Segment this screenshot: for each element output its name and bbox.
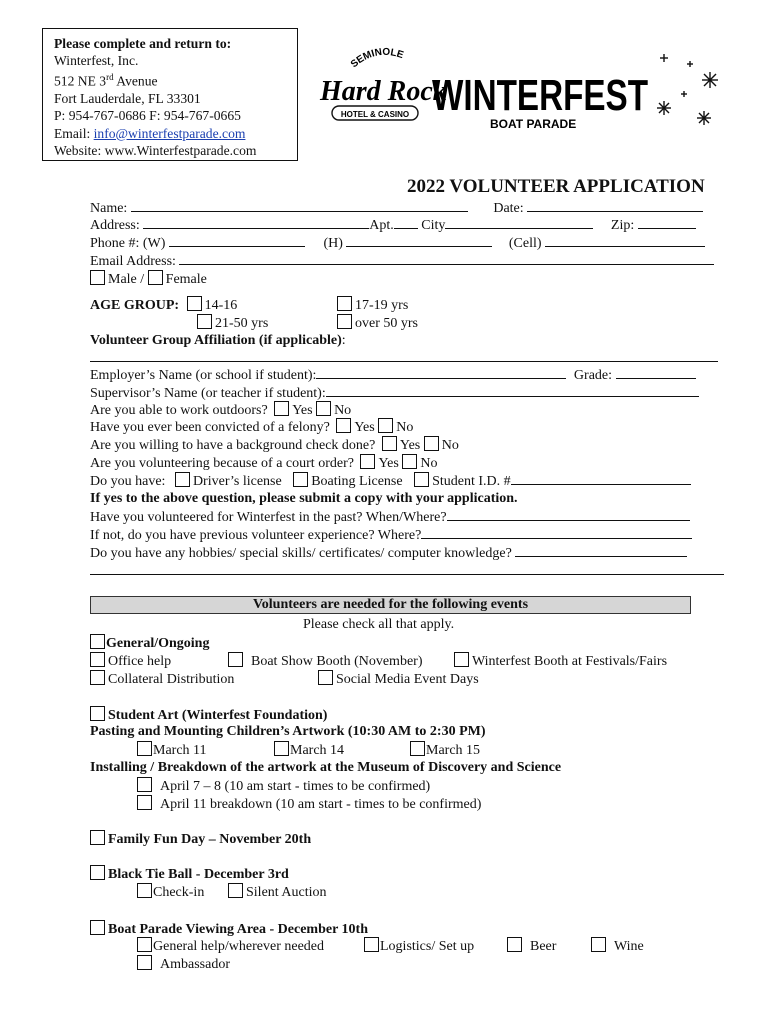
cell-phone-field[interactable] xyxy=(545,234,705,247)
contact-street: 512 NE 3rd Avenue xyxy=(54,72,158,89)
email-field[interactable] xyxy=(179,252,714,265)
check-all-note: Please check all that apply. xyxy=(303,617,455,632)
mar14-checkbox[interactable] xyxy=(274,741,289,756)
affiliation-row: Volunteer Group Affiliation (if applicable): xyxy=(90,333,346,348)
age-17-checkbox[interactable] xyxy=(337,296,352,311)
snowflake-icon xyxy=(657,54,718,125)
boat-parade-checkbox[interactable] xyxy=(90,920,105,935)
supervisor-row: Supervisor’s Name (or teacher if student): xyxy=(90,384,699,403)
court-row: Are you volunteering because of a court order? Yes No xyxy=(90,456,438,471)
age-14-checkbox[interactable] xyxy=(187,296,202,311)
hotel-text: HOTEL & CASINO xyxy=(340,110,410,119)
age-50-checkbox[interactable] xyxy=(337,314,352,329)
court-no-checkbox[interactable] xyxy=(402,454,417,469)
zip-field[interactable] xyxy=(638,216,696,229)
city-field[interactable] xyxy=(445,216,593,229)
female-checkbox[interactable] xyxy=(148,270,163,285)
mar11-row: March 11 xyxy=(137,741,207,760)
previous-row: If not, do you have previous volunteer experience? Where? xyxy=(90,526,692,545)
general-help-row: General help/wherever needed xyxy=(137,937,324,956)
winterfest-booth-checkbox[interactable] xyxy=(454,652,469,667)
past-row: Have you volunteered for Winterfest in the past? When/Where? xyxy=(90,508,690,527)
black-tie-checkbox[interactable] xyxy=(90,865,105,880)
pasting-heading: Pasting and Mounting Children’s Artwork (10:30 AM to 2:30 PM) xyxy=(90,724,486,739)
mar15-checkbox[interactable] xyxy=(410,741,425,756)
employer-row: Employer’s Name (or school if student): Grade: xyxy=(90,366,696,385)
boat-show-checkbox[interactable] xyxy=(228,652,243,667)
student-id-field[interactable] xyxy=(511,472,691,485)
boat-show-row: Boat Show Booth (November) xyxy=(228,652,422,671)
hobbies-field[interactable] xyxy=(515,544,687,557)
contact-email: Email: info@winterfestparade.com xyxy=(54,125,246,141)
supervisor-field[interactable] xyxy=(326,384,699,397)
contact-website: Website: www.Winterfestparade.com xyxy=(54,142,257,158)
hobbies-row: Do you have any hobbies/ special skills/ certificates/ computer knowledge? xyxy=(90,544,687,563)
court-yes-checkbox[interactable] xyxy=(360,454,375,469)
name-field[interactable] xyxy=(131,199,468,212)
family-row: Family Fun Day – November 20th xyxy=(90,830,311,849)
mar11-checkbox[interactable] xyxy=(137,741,152,756)
silent-checkbox[interactable] xyxy=(228,883,243,898)
hardrock-text: Hard Rock xyxy=(320,76,447,107)
wine-row: Wine xyxy=(591,937,644,956)
collateral-row: Collateral Distribution xyxy=(90,670,234,689)
apt-field[interactable] xyxy=(394,216,418,229)
age-50-row: over 50 yrs xyxy=(337,314,418,333)
contact-phones: P: 954-767-0686 F: 954-767-0665 xyxy=(54,108,241,124)
winterfest-text: WINTERFEST xyxy=(432,71,649,120)
hobbies-extra-field[interactable] xyxy=(90,562,724,575)
felony-no-checkbox[interactable] xyxy=(378,418,393,433)
checkin-checkbox[interactable] xyxy=(137,883,152,898)
age-group-row: AGE GROUP: 14-16 xyxy=(90,298,238,313)
outdoors-no-checkbox[interactable] xyxy=(316,401,331,416)
background-row: Are you willing to have a background check done? Yes No xyxy=(90,438,459,453)
ambassador-row: Ambassador xyxy=(137,955,230,974)
family-checkbox[interactable] xyxy=(90,830,105,845)
apr7-checkbox[interactable] xyxy=(137,777,152,792)
social-checkbox[interactable] xyxy=(318,670,333,685)
hobbies-line-row xyxy=(90,562,724,581)
affiliation-field[interactable] xyxy=(90,349,718,362)
gender-row: Male / Female xyxy=(90,270,207,289)
licenses-row: Do you have: Driver’s license Boating License Student I.D. # xyxy=(90,472,691,491)
background-yes-checkbox[interactable] xyxy=(382,436,397,451)
ambassador-checkbox[interactable] xyxy=(137,955,152,970)
background-no-checkbox[interactable] xyxy=(424,436,439,451)
general-checkbox[interactable] xyxy=(90,634,105,649)
general-help-checkbox[interactable] xyxy=(137,937,152,952)
silent-row: Silent Auction xyxy=(228,883,327,902)
grade-field[interactable] xyxy=(616,366,696,379)
mar14-row: March 14 xyxy=(274,741,344,760)
wine-checkbox[interactable] xyxy=(591,937,606,952)
boat-parade-row: Boat Parade Viewing Area - December 10th xyxy=(90,920,368,939)
boating-license-checkbox[interactable] xyxy=(293,472,308,487)
age-21-checkbox[interactable] xyxy=(197,314,212,329)
sponsor-logo xyxy=(318,42,724,138)
social-row: Social Media Event Days xyxy=(318,670,479,689)
home-phone-field[interactable] xyxy=(346,234,492,247)
age-21-row: 21-50 yrs xyxy=(197,314,268,333)
outdoors-yes-checkbox[interactable] xyxy=(274,401,289,416)
beer-checkbox[interactable] xyxy=(507,937,522,952)
email-link[interactable]: info@winterfestparade.com xyxy=(93,125,246,141)
checkin-row: Check-in xyxy=(137,883,204,902)
male-checkbox[interactable] xyxy=(90,270,105,285)
apr11-checkbox[interactable] xyxy=(137,795,152,810)
collateral-checkbox[interactable] xyxy=(90,670,105,685)
seminole-text: SEMINOLE xyxy=(348,46,405,71)
contact-city: Fort Lauderdale, FL 33301 xyxy=(54,91,201,107)
name-row: Name: Date: xyxy=(90,199,703,218)
mar15-row: March 15 xyxy=(410,741,480,760)
contact-org: Winterfest, Inc. xyxy=(54,53,139,69)
outdoors-row: Are you able to work outdoors? Yes No xyxy=(90,403,352,418)
office-row: Office help xyxy=(90,652,171,671)
copy-note: If yes to the above question, please submit a copy with your application. xyxy=(90,491,518,506)
beer-row: Beer xyxy=(507,937,556,956)
logistics-row: Logistics/ Set up xyxy=(364,937,474,956)
contact-heading: Please complete and return to: xyxy=(54,36,232,51)
logistics-checkbox[interactable] xyxy=(364,937,379,952)
age-17-row: 17-19 yrs xyxy=(337,296,408,315)
student-art-row: Student Art (Winterfest Foundation) xyxy=(90,706,327,725)
general-row: General/Ongoing xyxy=(90,634,209,653)
email-row: Email Address: xyxy=(90,252,714,271)
phone-row: Phone #: (W) (H) (Cell) xyxy=(90,234,705,253)
address-row: Address: Apt. City Zip: xyxy=(90,216,696,235)
felony-yes-checkbox[interactable] xyxy=(336,418,351,433)
apr11-row: April 11 breakdown (10 am start - times to be confirmed) xyxy=(137,795,481,814)
installing-heading: Installing / Breakdown of the artwork at the Museum of Discovery and Science xyxy=(90,760,562,775)
felony-row: Have you ever been convicted of a felony? Yes No xyxy=(90,420,414,435)
work-phone-field[interactable] xyxy=(169,234,305,247)
form-title: 2022 VOLUNTEER APPLICATION xyxy=(407,176,705,197)
events-header: Volunteers are needed for the following events xyxy=(90,596,691,614)
employer-field[interactable] xyxy=(316,366,566,379)
winterfest-booth-row: Winterfest Booth at Festivals/Fairs xyxy=(454,652,667,671)
office-checkbox[interactable] xyxy=(90,652,105,667)
student-art-checkbox[interactable] xyxy=(90,706,105,721)
boat-parade-text: BOAT PARADE xyxy=(490,117,577,131)
previous-field[interactable] xyxy=(421,526,692,539)
apr7-row: April 7 – 8 (10 am start - times to be confirmed) xyxy=(137,777,430,796)
date-field[interactable] xyxy=(527,199,703,212)
address-field[interactable] xyxy=(143,216,369,229)
black-tie-row: Black Tie Ball - December 3rd xyxy=(90,865,289,884)
contact-box xyxy=(42,28,298,161)
student-id-checkbox[interactable] xyxy=(414,472,429,487)
drivers-license-checkbox[interactable] xyxy=(175,472,190,487)
past-field[interactable] xyxy=(447,508,690,521)
